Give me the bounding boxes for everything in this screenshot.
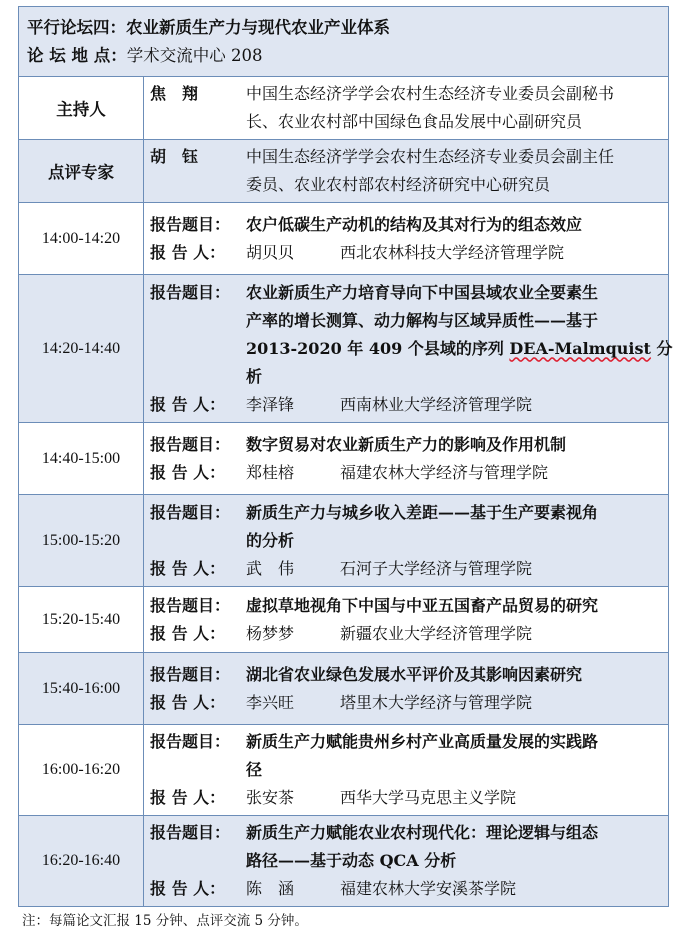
host-info <box>144 77 669 140</box>
reviewer-desc-line1: 中国生态经济学学会农村生态经济专业委员会副主任 <box>246 147 615 166</box>
session-title: 湖北省农业绿色发展水平评价及其影响因素研究 <box>246 664 583 684</box>
session-content <box>144 423 669 495</box>
reporter-name: 李兴旺 <box>246 692 295 712</box>
session-title-term: DEA-Malmquist <box>509 338 651 358</box>
session-title: 农户低碳生产动机的结构及其对行为的组态效应 <box>246 214 583 234</box>
topic-label: 报告题目： <box>150 732 231 751</box>
session-content <box>144 587 669 653</box>
session-content <box>144 725 669 816</box>
reporter-name: 陈 涵 <box>246 879 295 898</box>
topic-label: 报告题目： <box>150 823 231 842</box>
forum-location-label: 论 坛 地 点： <box>27 45 127 65</box>
session-time: 14:20-14:40 <box>19 275 144 423</box>
reporter-name: 胡贝贝 <box>246 242 295 262</box>
forum-header <box>19 7 669 77</box>
reporter-label: 报 告 人： <box>150 558 226 578</box>
session-title-cont: 路径——基于动态 QCA 分析 <box>246 851 457 870</box>
reporter-org: 福建农林大学经济与管理学院 <box>340 462 549 482</box>
session-time: 16:00-16:20 <box>19 725 144 816</box>
reviewer-label: 点评专家 <box>19 140 144 203</box>
reporter-label: 报 告 人： <box>150 242 226 262</box>
topic-label: 报告题目： <box>150 502 231 522</box>
topic-label: 报告题目： <box>150 434 231 454</box>
reviewer-info <box>144 140 669 203</box>
reporter-org: 石河子大学经济与管理学院 <box>340 558 533 578</box>
reviewer-name: 胡 钰 <box>150 147 199 166</box>
reporter-name: 李泽锋 <box>246 394 295 414</box>
forum-location: 学术交流中心 208 <box>126 45 263 65</box>
forum-title-line <box>27 14 660 42</box>
reporter-org: 西南林业大学经济管理学院 <box>340 394 533 414</box>
session-time: 14:40-15:00 <box>19 423 144 495</box>
schedule-table <box>18 6 673 907</box>
session-row <box>19 725 669 816</box>
forum-schedule <box>18 6 673 931</box>
session-row <box>19 816 669 907</box>
forum-header-row <box>19 7 669 77</box>
reporter-label: 报 告 人： <box>150 879 226 898</box>
reporter-org: 西北农林科技大学经济管理学院 <box>340 242 565 262</box>
topic-label: 报告题目： <box>150 664 231 684</box>
session-title: 新质生产力与城乡收入差距——基于生产要素视角 <box>246 502 599 522</box>
footnote: 注：每篇论文汇报 15 分钟、点评交流 5 分钟。 <box>22 913 308 929</box>
session-content <box>144 653 669 725</box>
session-content <box>144 816 669 907</box>
reporter-name: 张安茶 <box>246 788 295 807</box>
reporter-org: 西华大学马克思主义学院 <box>340 788 517 807</box>
forum-location-line <box>27 42 660 70</box>
session-title-cont: 径 <box>246 760 263 779</box>
session-row <box>19 587 669 653</box>
topic-label: 报告题目： <box>150 282 231 302</box>
session-title: 虚拟草地视角下中国与中亚五国畜产品贸易的研究 <box>246 595 599 615</box>
session-title-cont: 2013-2020 年 409 个县域的序列 <box>246 338 510 358</box>
reporter-name: 武 伟 <box>246 558 295 578</box>
session-time: 15:00-15:20 <box>19 495 144 587</box>
session-title-cont: 产率的增长测算、动力解构与区域异质性——基于 <box>246 310 599 330</box>
reviewer-desc-line2: 委员、农业农村部农村经济研究中心研究员 <box>246 175 551 194</box>
session-content <box>144 495 669 587</box>
reporter-org: 福建农林大学安溪茶学院 <box>340 879 517 898</box>
topic-label: 报告题目： <box>150 214 231 234</box>
forum-title: 农业新质生产力与现代农业产业体系 <box>126 17 390 37</box>
session-time: 14:00-14:20 <box>19 203 144 275</box>
session-time: 16:20-16:40 <box>19 816 144 907</box>
reporter-org: 新疆农业大学经济管理学院 <box>340 623 533 643</box>
host-desc-line1: 中国生态经济学学会农村生态经济专业委员会副秘书 <box>246 84 615 103</box>
session-row <box>19 495 669 587</box>
host-desc-line2: 长、农业农村部中国绿色食品发展中心副研究员 <box>246 112 583 131</box>
reviewer-row <box>19 140 669 203</box>
session-content <box>144 275 673 423</box>
host-label: 主持人 <box>19 77 144 140</box>
reporter-org: 塔里木大学经济与管理学院 <box>340 692 533 712</box>
host-row <box>19 77 669 140</box>
reporter-label: 报 告 人： <box>150 462 226 482</box>
topic-label: 报告题目： <box>150 595 231 615</box>
session-title: 数字贸易对农业新质生产力的影响及作用机制 <box>246 434 567 454</box>
session-row <box>19 423 669 495</box>
session-row <box>19 275 669 423</box>
session-title-cont: 析 <box>246 366 263 386</box>
session-content <box>144 203 669 275</box>
session-row <box>19 653 669 725</box>
host-name: 焦 翔 <box>150 84 199 103</box>
reporter-label: 报 告 人： <box>150 394 226 414</box>
forum-title-label: 平行论坛四： <box>27 17 126 37</box>
reporter-label: 报 告 人： <box>150 692 226 712</box>
reporter-label: 报 告 人： <box>150 788 226 807</box>
session-title-cont: 分 <box>650 338 673 358</box>
session-time: 15:40-16:00 <box>19 653 144 725</box>
session-title: 新质生产力赋能贵州乡村产业高质量发展的实践路 <box>246 732 599 751</box>
session-time: 15:20-15:40 <box>19 587 144 653</box>
session-title: 新质生产力赋能农业农村现代化：理论逻辑与组态 <box>246 823 599 842</box>
session-row <box>19 203 669 275</box>
reporter-name: 杨梦梦 <box>246 623 295 643</box>
reporter-label: 报 告 人： <box>150 623 226 643</box>
reporter-name: 郑桂榕 <box>246 462 295 482</box>
session-title: 农业新质生产力培育导向下中国县域农业全要素生 <box>246 282 599 302</box>
session-title-cont: 的分析 <box>246 530 295 550</box>
